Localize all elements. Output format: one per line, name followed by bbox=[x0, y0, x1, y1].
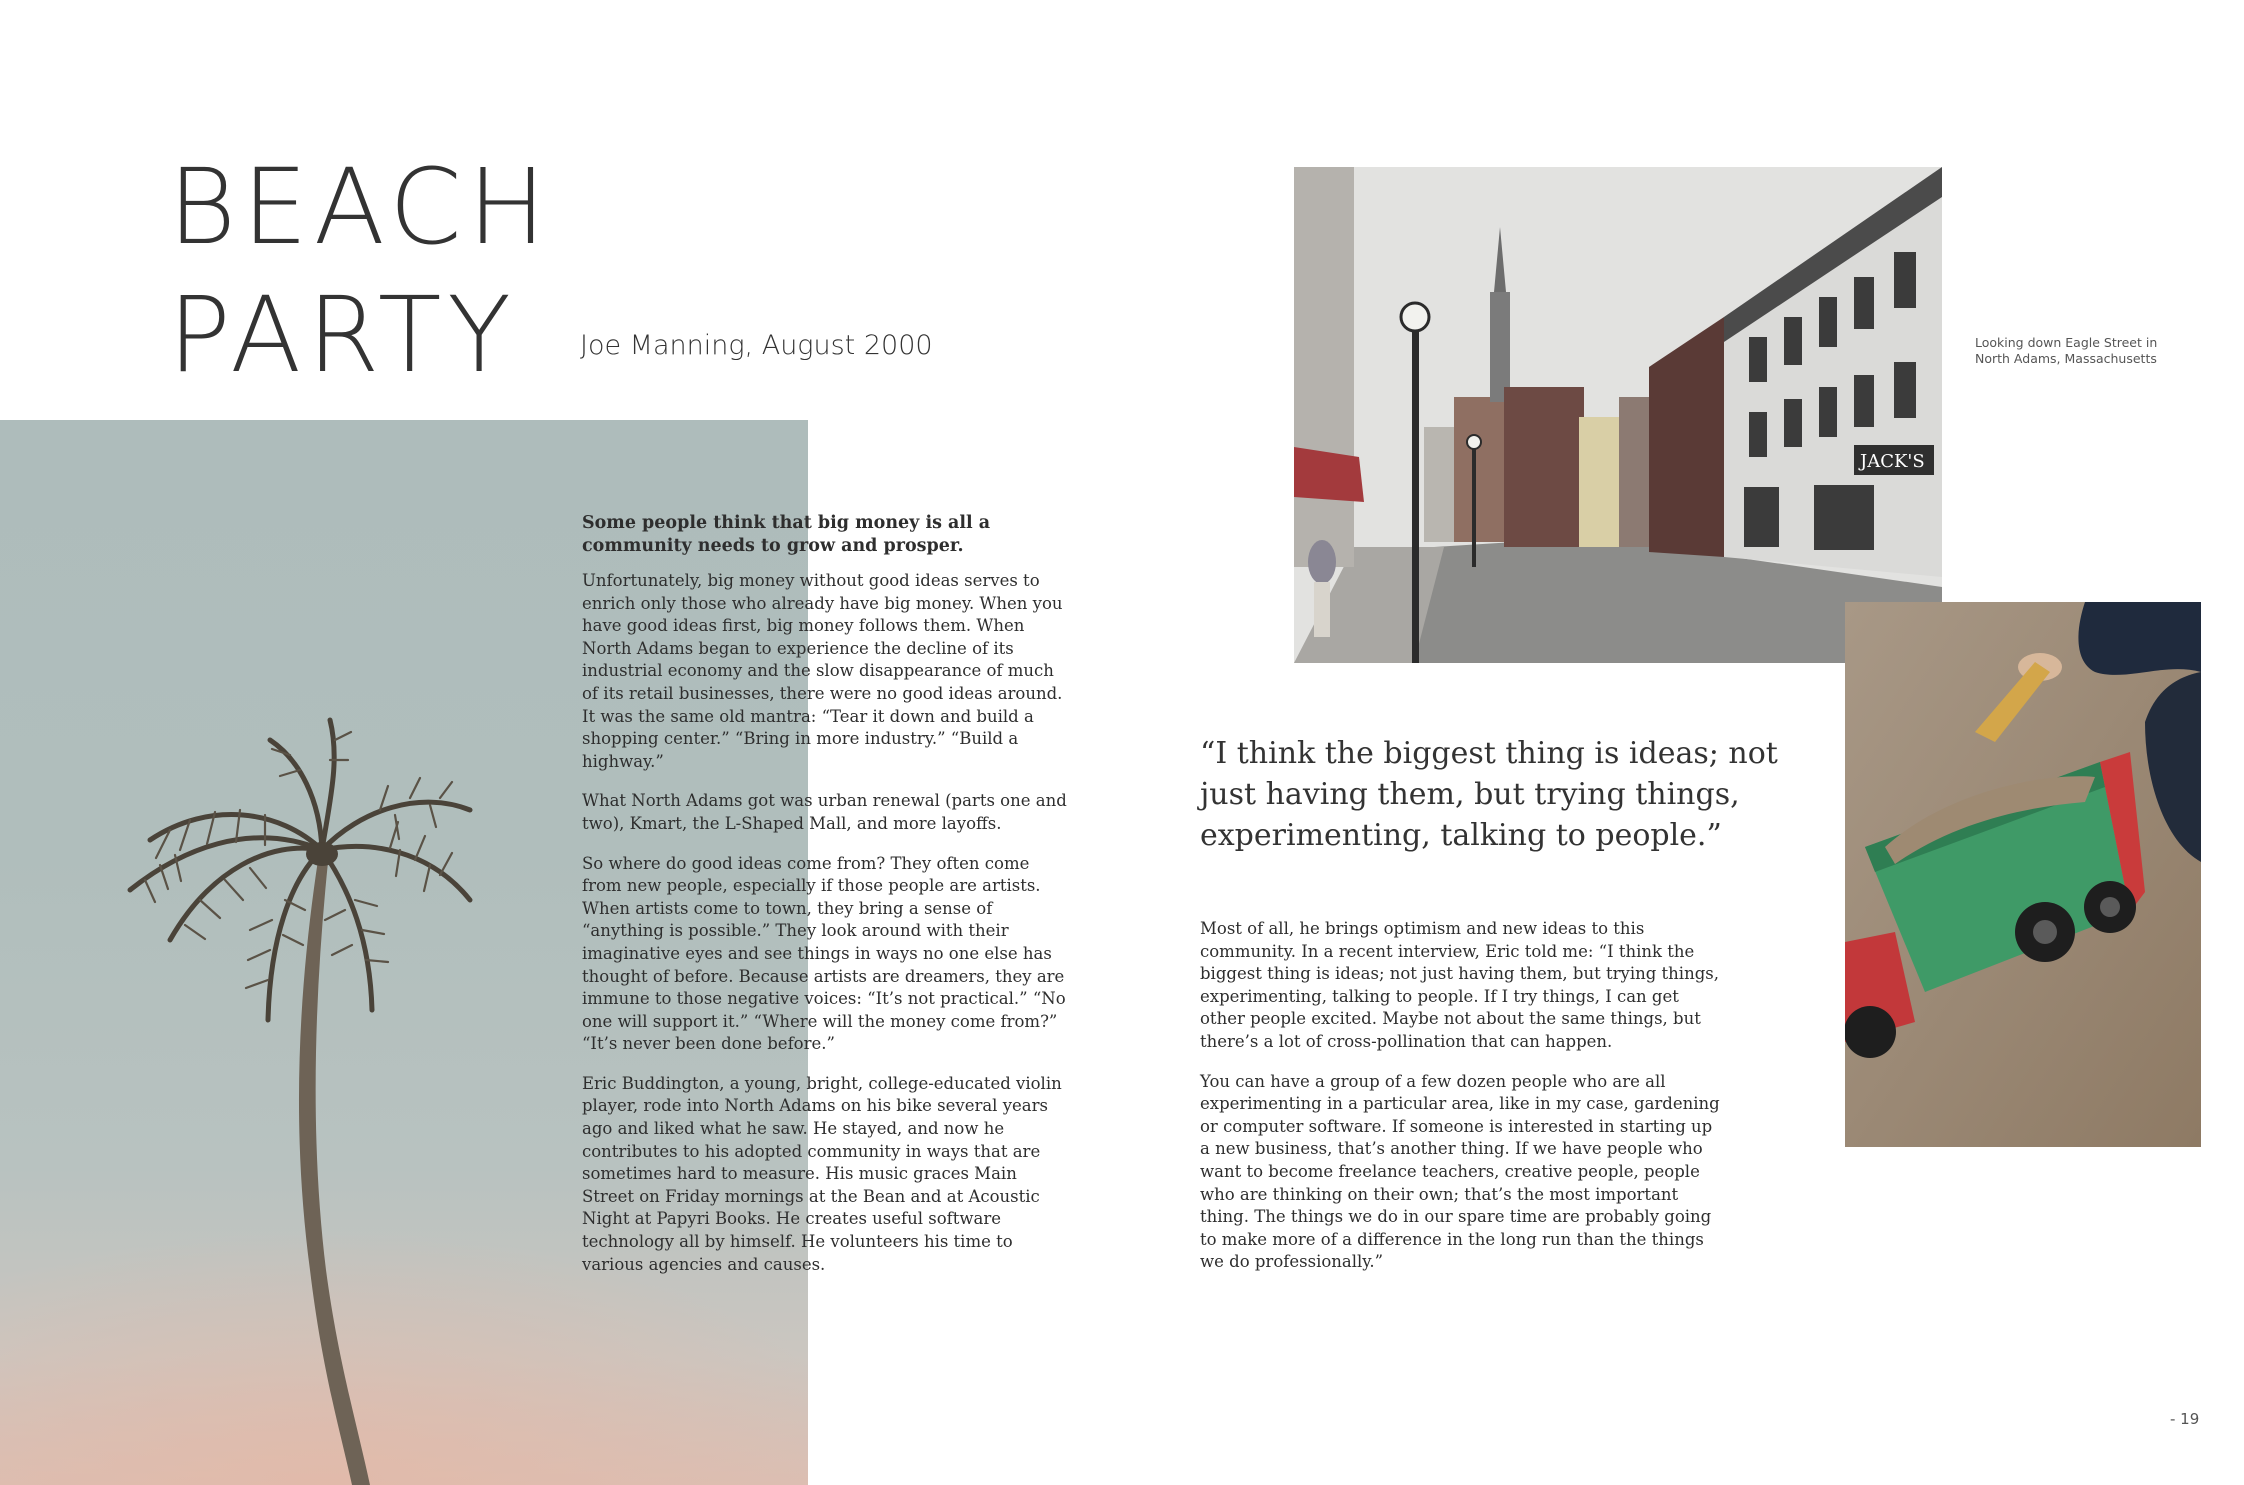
pull-quote: “I think the biggest thing is ideas; not just having them, but trying things, experimenting, talking to people.” bbox=[1200, 736, 1778, 853]
right-text-column bbox=[1200, 918, 1720, 1291]
sandbox-toy-photo bbox=[1845, 602, 2201, 1147]
body-paragraph: You can have a group of a few dozen people who are all experimenting in a particular area, like in my case, gardening or computer software. If someone is interested in starting up a new business, that’s another thing. If we have people who want to become freelance teachers, creative people, people who are thinking on their own; that’s the most important thing. The things we do in our spare time are probably going to make more of a difference in the long run than the things we do professionally.” bbox=[1200, 1071, 1720, 1272]
body-paragraph: Most of all, he brings optimism and new ideas to this community. In a recent interview, Eric told me: “I think the biggest thing is ideas; not just having them, but trying things, experimenting, talking to people. If I try things, I can get other people excited. Maybe not about the same things, but there’s a lot of cross-pollination that can happen. bbox=[1200, 919, 1719, 1051]
body-paragraph: What North Adams got was urban renewal (parts one and two), Kmart, the L-Shaped Mall, and more layoffs. bbox=[582, 791, 1067, 833]
body-paragraph: Eric Buddington, a young, bright, college-educated violin player, rode into North Adams on his bike several years ago and liked what he saw. He stayed, and now he contributes to his adopted community in ways that are sometimes hard to measure. His music graces Main Street on Friday mornings at the Bean and at Acoustic Night at Papyri Books. He creates useful software technology all by himself. He volunteers his time to various agencies and causes. bbox=[582, 1073, 1062, 1274]
sandbox-illustration bbox=[1845, 602, 2201, 1147]
street-photo-caption: Looking down Eagle Street in North Adams, Massachusetts bbox=[1975, 335, 2158, 366]
body-paragraph: Unfortunately, big money without good ideas serves to enrich only those who already have big money. When you have good ideas first, big money follows them. When North Adams began to experience the decline of its industrial economy and the slow disappearance of much of its retail businesses, there were no good ideas around. It was the same old mantra: “Tear it down and build a shopping center.” “Bring in more industry.” “Build a highway.” bbox=[582, 571, 1063, 771]
shop-sign: JACK'S bbox=[1860, 451, 1925, 472]
street-scene-illustration bbox=[1294, 167, 1942, 663]
title-line-1: BEACH bbox=[168, 146, 552, 268]
page-number: - 19 bbox=[2170, 1410, 2200, 1428]
street-photo bbox=[1294, 167, 1942, 663]
byline: Joe Manning, August 2000 bbox=[580, 330, 933, 361]
title-line-2: PARTY bbox=[168, 274, 517, 396]
lead-paragraph: Some people think that big money is all a community needs to grow and prosper. bbox=[582, 513, 991, 556]
left-text-column bbox=[582, 512, 1072, 1293]
body-paragraph: So where do good ideas come from? They often come from new people, especially if those people are artists. When artists come to town, they bring a sense of “anything is possible.” They look around with their imaginative eyes and see things in ways no one else has thought of before. Because artists are dreamers, they are immune to those negative voices: “It’s not practical.” “No one will support it.” “Where will the money come from?” “It’s never been done before.” bbox=[582, 853, 1066, 1054]
